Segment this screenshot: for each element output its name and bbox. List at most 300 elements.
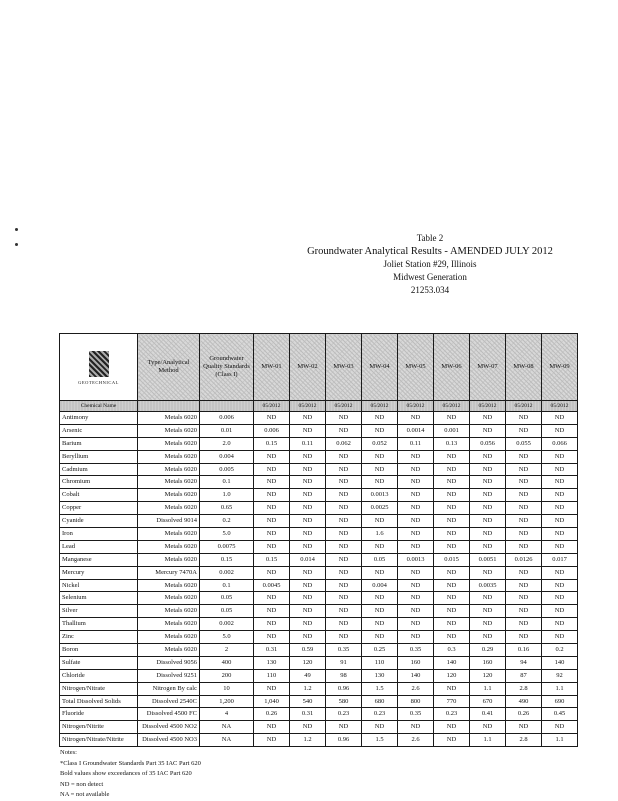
result-value: 0.15 xyxy=(254,553,290,566)
result-value: ND xyxy=(290,540,326,553)
result-value: ND xyxy=(506,592,542,605)
result-value: 110 xyxy=(254,669,290,682)
result-value: ND xyxy=(434,463,470,476)
result-value: ND xyxy=(362,721,398,734)
result-value: ND xyxy=(326,450,362,463)
result-value: ND xyxy=(542,463,578,476)
result-value: ND xyxy=(434,579,470,592)
result-value: 1,040 xyxy=(254,695,290,708)
standard-value: 0.0075 xyxy=(200,540,254,553)
result-value: ND xyxy=(506,424,542,437)
result-value: ND xyxy=(434,515,470,528)
sub-header-cell: 05/2012 xyxy=(326,401,362,412)
standard-value: 0.05 xyxy=(200,605,254,618)
result-value: 2.8 xyxy=(506,682,542,695)
result-value: ND xyxy=(254,412,290,425)
result-value: ND xyxy=(506,540,542,553)
note-line: *Class I Groundwater Standards Part 35 IAC Part 620 xyxy=(60,759,201,767)
result-value: 770 xyxy=(434,695,470,708)
result-value: ND xyxy=(326,721,362,734)
note-line: ND = non detect xyxy=(60,780,104,788)
result-value: 130 xyxy=(362,669,398,682)
result-value: ND xyxy=(470,566,506,579)
result-value: 0.13 xyxy=(434,437,470,450)
result-value: ND xyxy=(542,450,578,463)
table-row xyxy=(60,515,578,528)
result-value: 0.23 xyxy=(362,708,398,721)
result-value: ND xyxy=(326,566,362,579)
analytical-method: Metals 6020 xyxy=(138,463,200,476)
result-value: ND xyxy=(506,631,542,644)
table-row xyxy=(60,579,578,592)
result-value: ND xyxy=(470,721,506,734)
result-value: 1.2 xyxy=(290,682,326,695)
result-value: 140 xyxy=(398,669,434,682)
result-value: ND xyxy=(326,412,362,425)
result-value: ND xyxy=(542,631,578,644)
result-value: ND xyxy=(290,463,326,476)
result-value: ND xyxy=(470,463,506,476)
result-value: 130 xyxy=(254,656,290,669)
result-value: ND xyxy=(398,566,434,579)
result-value: ND xyxy=(506,605,542,618)
result-value: 0.29 xyxy=(470,644,506,657)
result-value: 0.11 xyxy=(398,437,434,450)
analytical-method: Metals 6020 xyxy=(138,631,200,644)
table-row xyxy=(60,424,578,437)
result-value: ND xyxy=(254,540,290,553)
result-value: 0.0035 xyxy=(470,579,506,592)
result-value: 0.59 xyxy=(290,644,326,657)
result-value: ND xyxy=(362,592,398,605)
result-value: ND xyxy=(542,618,578,631)
analytical-method: Metals 6020 xyxy=(138,476,200,489)
result-value: 1.6 xyxy=(362,528,398,541)
standard-value: 200 xyxy=(200,669,254,682)
result-value: ND xyxy=(254,489,290,502)
result-value: ND xyxy=(326,553,362,566)
result-value: 0.0014 xyxy=(398,424,434,437)
result-value: 680 xyxy=(362,695,398,708)
chemical-name: Sulfate xyxy=(60,656,138,669)
result-value: 0.35 xyxy=(398,644,434,657)
result-value: ND xyxy=(362,540,398,553)
table-row xyxy=(60,540,578,553)
result-value: 140 xyxy=(434,656,470,669)
analytical-method: Metals 6020 xyxy=(138,553,200,566)
standard-value: 0.002 xyxy=(200,618,254,631)
col-header-well: MW-03 xyxy=(326,334,362,401)
result-value: ND xyxy=(290,605,326,618)
logo-text: GEOTECHNICAL xyxy=(78,380,119,385)
result-value: ND xyxy=(254,476,290,489)
standard-value: 0.05 xyxy=(200,592,254,605)
standard-value: 1,200 xyxy=(200,695,254,708)
result-value: ND xyxy=(290,412,326,425)
result-value: ND xyxy=(326,605,362,618)
result-value: ND xyxy=(254,463,290,476)
result-value: 0.23 xyxy=(326,708,362,721)
result-value: 0.15 xyxy=(254,437,290,450)
sub-header-cell: 05/2012 xyxy=(398,401,434,412)
col-header-well: MW-09 xyxy=(542,334,578,401)
result-value: ND xyxy=(398,592,434,605)
result-value: 0.052 xyxy=(362,437,398,450)
table-row xyxy=(60,695,578,708)
analytical-method: Dissolved 9014 xyxy=(138,515,200,528)
result-value: 1.1 xyxy=(542,734,578,747)
result-value: 0.062 xyxy=(326,437,362,450)
result-value: ND xyxy=(542,605,578,618)
logo-cell xyxy=(60,334,138,401)
result-value: 0.0025 xyxy=(362,502,398,515)
site-name: Joliet Station #29, Illinois xyxy=(383,259,477,269)
standard-value: 0.1 xyxy=(200,579,254,592)
result-value: ND xyxy=(398,502,434,515)
result-value: ND xyxy=(326,618,362,631)
analytical-method: Metals 6020 xyxy=(138,424,200,437)
result-value: ND xyxy=(434,721,470,734)
result-value: ND xyxy=(398,489,434,502)
analytical-method: Metals 6020 xyxy=(138,502,200,515)
result-value: ND xyxy=(362,618,398,631)
chemical-name: Antimony xyxy=(60,412,138,425)
result-value: 0.0126 xyxy=(506,553,542,566)
chemical-name: Nitrogen/Nitrite xyxy=(60,721,138,734)
result-value: ND xyxy=(542,502,578,515)
chemical-name: Nitrogen/Nitrate xyxy=(60,682,138,695)
result-value: 91 xyxy=(326,656,362,669)
result-value: ND xyxy=(506,515,542,528)
result-value: 1.5 xyxy=(362,682,398,695)
result-value: ND xyxy=(398,515,434,528)
result-value: ND xyxy=(398,450,434,463)
chemical-name: Mercury xyxy=(60,566,138,579)
result-value: 160 xyxy=(470,656,506,669)
table-row xyxy=(60,566,578,579)
result-value: ND xyxy=(254,682,290,695)
analytical-method: Metals 6020 xyxy=(138,605,200,618)
table-body xyxy=(60,412,578,747)
result-value: 0.0013 xyxy=(362,489,398,502)
standard-value: 0.002 xyxy=(200,566,254,579)
result-value: ND xyxy=(434,618,470,631)
result-value: 87 xyxy=(506,669,542,682)
note-line: NA = not available xyxy=(60,791,110,798)
result-value: 2.6 xyxy=(398,734,434,747)
result-value: ND xyxy=(506,528,542,541)
header-row xyxy=(60,334,578,401)
sub-header-cell: 05/2012 xyxy=(434,401,470,412)
chemical-name: Nickel xyxy=(60,579,138,592)
result-value: ND xyxy=(470,528,506,541)
result-value: ND xyxy=(434,502,470,515)
sub-header-cell: 05/2012 xyxy=(470,401,506,412)
result-value: ND xyxy=(506,489,542,502)
result-value: 0.31 xyxy=(254,644,290,657)
result-value: ND xyxy=(290,631,326,644)
table-number: Table 2 xyxy=(416,233,444,243)
result-value: ND xyxy=(254,592,290,605)
result-value: ND xyxy=(290,579,326,592)
title-block xyxy=(307,232,553,297)
result-value: ND xyxy=(290,502,326,515)
sub-header-cell: 05/2012 xyxy=(506,401,542,412)
table-row xyxy=(60,605,578,618)
result-value: ND xyxy=(326,489,362,502)
result-value: 0.11 xyxy=(290,437,326,450)
chemical-name: Cadmium xyxy=(60,463,138,476)
table-row xyxy=(60,669,578,682)
result-value: ND xyxy=(254,566,290,579)
result-value: ND xyxy=(506,450,542,463)
standard-value: 5.0 xyxy=(200,631,254,644)
col-header-well: MW-08 xyxy=(506,334,542,401)
analytical-method: Metals 6020 xyxy=(138,489,200,502)
chemical-name: Selenium xyxy=(60,592,138,605)
result-value: 94 xyxy=(506,656,542,669)
notes xyxy=(60,748,201,801)
result-value: ND xyxy=(542,721,578,734)
result-value: ND xyxy=(362,463,398,476)
client-name: Midwest Generation xyxy=(393,272,467,282)
result-value: 0.014 xyxy=(290,553,326,566)
result-value: ND xyxy=(542,592,578,605)
result-value: ND xyxy=(470,592,506,605)
result-value: ND xyxy=(398,721,434,734)
result-value: 1.1 xyxy=(542,682,578,695)
result-value: ND xyxy=(470,515,506,528)
result-value: ND xyxy=(434,566,470,579)
analytical-method: Dissolved 4500 FC xyxy=(138,708,200,721)
chemical-name: Zinc xyxy=(60,631,138,644)
result-value: 1.5 xyxy=(362,734,398,747)
sub-header-row xyxy=(60,401,578,412)
result-value: ND xyxy=(290,476,326,489)
standard-value: 0.1 xyxy=(200,476,254,489)
result-value: 92 xyxy=(542,669,578,682)
standard-value: 400 xyxy=(200,656,254,669)
result-value: ND xyxy=(398,412,434,425)
result-value: 1.2 xyxy=(290,734,326,747)
table-row xyxy=(60,721,578,734)
result-value: 0.004 xyxy=(362,579,398,592)
result-value: ND xyxy=(542,579,578,592)
col-header-well: MW-05 xyxy=(398,334,434,401)
note-line: Bold values show exceedances of 35 IAC Part 620 xyxy=(60,770,192,777)
table-row xyxy=(60,682,578,695)
analytical-method: Metals 6020 xyxy=(138,540,200,553)
analytical-method: Dissolved 9251 xyxy=(138,669,200,682)
result-value: ND xyxy=(326,631,362,644)
analytical-method: Dissolved 4500 NO3 xyxy=(138,734,200,747)
result-value: 0.35 xyxy=(398,708,434,721)
result-value: ND xyxy=(362,515,398,528)
result-value: 0.056 xyxy=(470,437,506,450)
result-value: 0.066 xyxy=(542,437,578,450)
standard-value: 5.0 xyxy=(200,528,254,541)
chemical-name: Cobalt xyxy=(60,489,138,502)
result-value: 0.0013 xyxy=(398,553,434,566)
chemical-name: Silver xyxy=(60,605,138,618)
result-value: ND xyxy=(290,424,326,437)
result-value: 0.006 xyxy=(254,424,290,437)
result-value: 0.35 xyxy=(326,644,362,657)
result-value: ND xyxy=(290,721,326,734)
result-value: ND xyxy=(434,592,470,605)
notes-label: Notes: xyxy=(60,749,77,756)
result-value: ND xyxy=(506,476,542,489)
result-value: ND xyxy=(326,540,362,553)
result-value: ND xyxy=(434,631,470,644)
result-value: ND xyxy=(254,631,290,644)
result-value: ND xyxy=(326,592,362,605)
result-value: ND xyxy=(254,502,290,515)
result-value: ND xyxy=(542,412,578,425)
result-value: ND xyxy=(398,605,434,618)
chemical-name: Chloride xyxy=(60,669,138,682)
result-value: 120 xyxy=(434,669,470,682)
result-value: ND xyxy=(506,579,542,592)
result-value: 110 xyxy=(362,656,398,669)
table-row xyxy=(60,618,578,631)
result-value: 800 xyxy=(398,695,434,708)
table-row xyxy=(60,528,578,541)
analytical-method: Metals 6020 xyxy=(138,528,200,541)
chemical-name: Chromium xyxy=(60,476,138,489)
result-value: ND xyxy=(542,424,578,437)
result-value: 49 xyxy=(290,669,326,682)
result-value: ND xyxy=(254,515,290,528)
table-row xyxy=(60,656,578,669)
result-value: ND xyxy=(290,489,326,502)
chemical-name: Arsenic xyxy=(60,424,138,437)
standard-value: 2 xyxy=(200,644,254,657)
analytical-method: Nitrogen By calc xyxy=(138,682,200,695)
table-row xyxy=(60,708,578,721)
result-value: ND xyxy=(542,489,578,502)
result-value: ND xyxy=(254,528,290,541)
result-value: ND xyxy=(398,463,434,476)
standard-value: 0.006 xyxy=(200,412,254,425)
table-row xyxy=(60,734,578,747)
standard-value: 1.0 xyxy=(200,489,254,502)
table-row xyxy=(60,412,578,425)
result-value: 1.1 xyxy=(470,734,506,747)
result-value: ND xyxy=(470,424,506,437)
analytical-method: Metals 6020 xyxy=(138,579,200,592)
result-value: 690 xyxy=(542,695,578,708)
result-value: ND xyxy=(434,540,470,553)
table-row xyxy=(60,631,578,644)
result-value: 0.96 xyxy=(326,682,362,695)
result-value: ND xyxy=(326,579,362,592)
result-value: ND xyxy=(542,540,578,553)
table-row xyxy=(60,553,578,566)
result-value: ND xyxy=(326,528,362,541)
col-header-method: Type/Analytical Method xyxy=(138,334,200,401)
result-value: ND xyxy=(254,734,290,747)
result-value: ND xyxy=(362,424,398,437)
result-value: ND xyxy=(326,476,362,489)
table-row xyxy=(60,463,578,476)
sub-header-cell: 05/2012 xyxy=(254,401,290,412)
result-value: ND xyxy=(326,515,362,528)
result-value: 160 xyxy=(398,656,434,669)
result-value: ND xyxy=(434,412,470,425)
result-value: ND xyxy=(434,528,470,541)
chemical-name: Nitrogen/Nitrate/Nitrite xyxy=(60,734,138,747)
chemical-name: Iron xyxy=(60,528,138,541)
result-value: ND xyxy=(290,592,326,605)
sub-header-cell: 05/2012 xyxy=(290,401,326,412)
result-value: 0.017 xyxy=(542,553,578,566)
result-value: ND xyxy=(470,489,506,502)
table-row xyxy=(60,476,578,489)
standard-value: 0.004 xyxy=(200,450,254,463)
col-header-well: MW-04 xyxy=(362,334,398,401)
analytical-method: Metals 6020 xyxy=(138,644,200,657)
result-value: ND xyxy=(470,540,506,553)
result-value: ND xyxy=(470,605,506,618)
result-value: ND xyxy=(470,502,506,515)
scan-mark-1 xyxy=(15,228,18,231)
standard-value: NA xyxy=(200,734,254,747)
scan-mark-2 xyxy=(15,243,18,246)
result-value: 0.25 xyxy=(362,644,398,657)
result-value: ND xyxy=(362,631,398,644)
result-value: ND xyxy=(470,618,506,631)
results-table xyxy=(59,333,578,747)
table-row xyxy=(60,437,578,450)
result-value: ND xyxy=(326,463,362,476)
result-value: 0.3 xyxy=(434,644,470,657)
result-value: 0.0045 xyxy=(254,579,290,592)
result-value: ND xyxy=(470,450,506,463)
sub-header-cell xyxy=(138,401,200,412)
chemical-name: Manganese xyxy=(60,553,138,566)
result-value: 0.45 xyxy=(542,708,578,721)
result-value: 490 xyxy=(506,695,542,708)
result-value: 1.1 xyxy=(470,682,506,695)
result-value: 2.6 xyxy=(398,682,434,695)
project-number: 21253.034 xyxy=(410,285,450,295)
result-value: 0.05 xyxy=(362,553,398,566)
result-value: 0.31 xyxy=(290,708,326,721)
result-value: 0.96 xyxy=(326,734,362,747)
chemical-name-header: Chemical Name xyxy=(60,401,138,412)
result-value: 2.8 xyxy=(506,734,542,747)
result-value: 98 xyxy=(326,669,362,682)
col-header-well: MW-06 xyxy=(434,334,470,401)
result-value: ND xyxy=(434,476,470,489)
chemical-name: Copper xyxy=(60,502,138,515)
result-value: 120 xyxy=(470,669,506,682)
standard-value: 0.65 xyxy=(200,502,254,515)
result-value: ND xyxy=(254,605,290,618)
analytical-method: Metals 6020 xyxy=(138,618,200,631)
result-value: ND xyxy=(254,450,290,463)
result-value: 540 xyxy=(290,695,326,708)
result-value: ND xyxy=(254,721,290,734)
chemical-name: Beryllium xyxy=(60,450,138,463)
result-value: ND xyxy=(506,618,542,631)
standard-value: 10 xyxy=(200,682,254,695)
standard-value: NA xyxy=(200,721,254,734)
result-value: ND xyxy=(290,528,326,541)
result-value: 0.015 xyxy=(434,553,470,566)
result-value: ND xyxy=(290,566,326,579)
